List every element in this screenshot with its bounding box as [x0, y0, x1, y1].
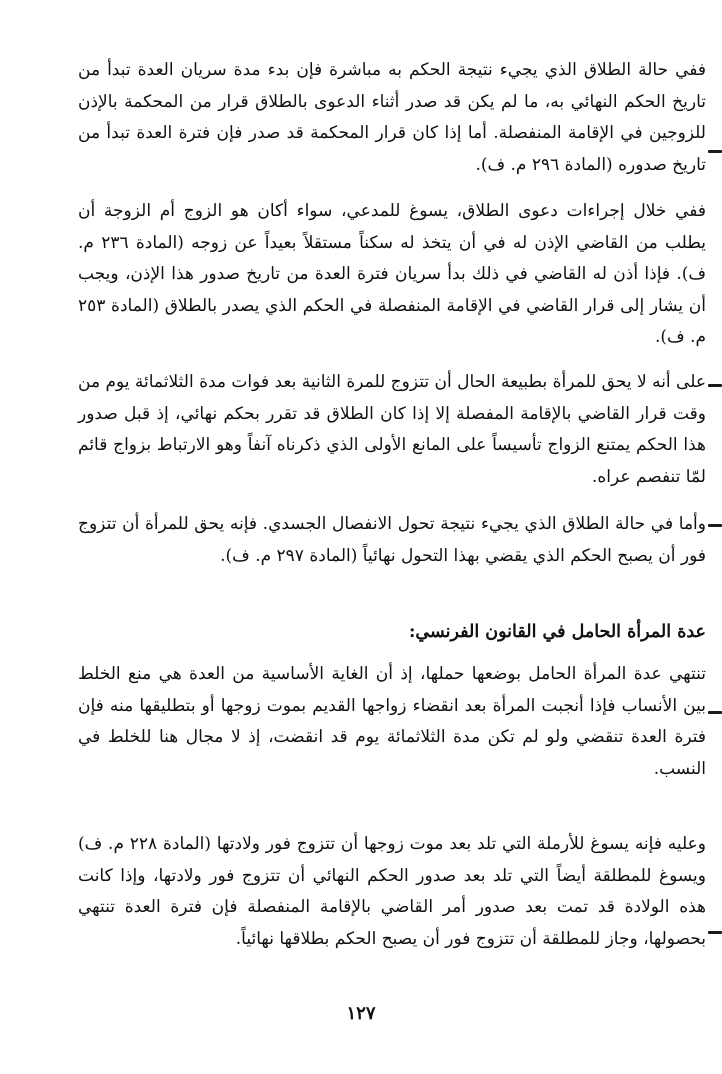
page-number: ١٢٧: [346, 1003, 376, 1024]
margin-mark: [708, 711, 722, 714]
paragraph-2: ففي خلال إجراءات دعوى الطلاق، يسوغ للمدعي، سواء أكان هو الزوج أم الزوجة أن يطلب من القاضي الإذن له في أن يتخذ له سكناً مستقلاً بعيداً عن زوجه (المادة ٢٣٦ م. ف). فإذا أذن له القاضي في ذلك بدأ سريان فترة العدة من تاريخ صدور هذا الإذن، ويجب أن يشار إلى قرار القاضي في الإقامة المنفصلة في الحكم الذي يصدر بالطلاق (المادة ٢٥٣ م. ف).: [78, 201, 706, 348]
paragraph-6: وعليه فإنه يسوغ للأرملة التي تلد بعد موت زوجها أن تتزوج فور ولادتها (المادة ٢٢٨ م. ف) ويسوغ للمطلقة أيضاً التي تلد بعد صدور الحكم النهائي أن تتزوج فور ولادتها، وإذا كانت هذه الولادة قد تمت بعد صدور أمر القاضي بالإقامة المنفصلة فإن فترة العدة تنتهي بحصولها، وجاز للمطلقة أن تتزوج فور أن يصبح الحكم بطلاقها نهائياً.: [78, 834, 706, 949]
section-heading: عدة المرأة الحامل في القانون الفرنسي:: [408, 622, 706, 642]
margin-mark: [708, 150, 722, 153]
paragraph-3: على أنه لا يحق للمرأة بطبيعة الحال أن تتزوج للمرة الثانية بعد فوات مدة الثلاثمائة يوم من وقت قرار القاضي بالإقامة المفصلة إلا إذا كان الطلاق قد تقرر بحكم نهائي، إذ قبل صدور هذا الحكم يمتنع الزواج تأسيساً على المانع الأولى الذي ذكرناه آنفاً وهو الارتباط بزواج قائم لمّا تنفصم عراه.: [78, 372, 706, 487]
margin-mark: [708, 931, 722, 934]
paragraph-5: تنتهي عدة المرأة الحامل بوضعها حملها، إذ أن الغاية الأساسية من العدة هي منع الخلط بين الأنساب فإذا أنجبت المرأة بعد انقضاء زواجها القديم بموت زوجها أو بتطليقها منه فإن فترة العدة تنقضي ولو لم تكن مدة الثلاثمائة يوم قد انقضت، إذ لا مجال هنا للخلط في النسب.: [78, 664, 706, 779]
paragraph-4: وأما في حالة الطلاق الذي يجيء نتيجة تحول الانفصال الجسدي. فإنه يحق للمرأة أن تتزوج فور أن يصبح الحكم الذي يقضي بهذا التحول نهائياً (المادة ٢٩٧ م. ف).: [78, 514, 706, 566]
margin-mark: [708, 524, 722, 527]
paragraph-1: ففي حالة الطلاق الذي يجيء نتيجة الحكم به مباشرة فإن بدء مدة سريان العدة تبدأ من تاريخ الحكم النهائي به، ما لم يكن قد صدر أثناء الدعوى بالطلاق قرار من المحكمة بالإذن للزوجين في الإقامة المنفصلة. أما إذا كان قرار المحكمة قد صدر فإن فترة العدة تبدأ من تاريخ صدوره (المادة ٢٩٦ م. ف).: [78, 60, 706, 175]
margin-mark: [708, 384, 722, 387]
